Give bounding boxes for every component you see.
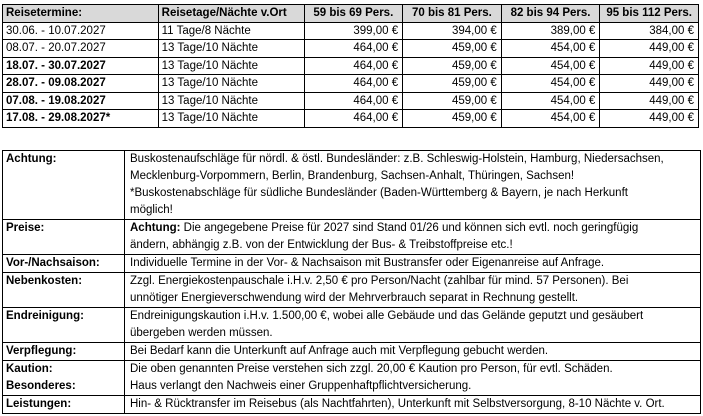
row-price-95-112: 384,00 € xyxy=(600,22,699,40)
row-days: 13 Tage/10 Nächte xyxy=(158,92,304,110)
table-row xyxy=(3,57,699,75)
header-group-70-81: 70 bis 81 Pers. xyxy=(403,5,502,23)
header-group-82-94: 82 bis 94 Pers. xyxy=(501,5,600,23)
row-dates: 18.07. - 30.07.2027 xyxy=(3,57,159,75)
info-value: Hin- & Rücktransfer im Reisebus (als Nachtfahrten), Unterkunft mit Selbstversorgung, 8-10 Nächte v. Ort. xyxy=(125,396,701,414)
row-dates: 17.08. - 29.08.2027* xyxy=(3,110,159,128)
info-value: Individuelle Termine in der Vor- & Nachsaison mit Bustransfer oder Eigenanreise auf Anfrage. xyxy=(125,255,701,273)
info-row-preise xyxy=(3,220,701,255)
info-text-line: möglich! xyxy=(130,204,173,216)
price-table-header xyxy=(3,5,699,23)
info-text-line: Endreinigungskaution i.H.v. 1.500,00 €, wobei alle Gebäude und das Gelände geputzt und gesäubert xyxy=(130,310,644,322)
row-price-82-94: 389,00 € xyxy=(501,22,600,40)
info-value: Die oben genannten Preise verstehen sich zzgl. 20,00 € Kaution pro Person, für evtl. Schäden. xyxy=(125,361,701,379)
info-value xyxy=(125,151,701,220)
info-text-line xyxy=(130,220,697,237)
table-row xyxy=(3,40,699,58)
row-price-59-69: 464,00 € xyxy=(304,40,403,58)
info-label: Besonderes: xyxy=(3,378,125,396)
info-label: Preise: xyxy=(3,220,125,255)
row-price-70-81: 459,00 € xyxy=(403,40,502,58)
info-row-endreinigung xyxy=(3,308,701,343)
info-text: Die angegebene Preise für 2027 sind Stand 01/26 und können sich evtl. noch geringfügig xyxy=(180,222,639,234)
table-row xyxy=(3,75,699,93)
info-row-nebenkosten xyxy=(3,273,701,308)
row-dates: 08.07. - 20.07.2027 xyxy=(3,40,159,58)
row-price-70-81: 459,00 € xyxy=(403,92,502,110)
row-days: 13 Tage/10 Nächte xyxy=(158,57,304,75)
info-row-leistungen xyxy=(3,396,701,414)
header-days: Reisetage/Nächte v.Ort xyxy=(158,5,304,23)
info-text-line: unnötiger Energieverschwendung wird der Mehrverbrauch separat in Rechnung gestellt. xyxy=(130,292,579,304)
info-row-verpflegung xyxy=(3,343,701,361)
info-label: Verpflegung: xyxy=(3,343,125,361)
row-price-95-112: 449,00 € xyxy=(600,110,699,128)
row-price-82-94: 454,00 € xyxy=(501,75,600,93)
header-group-95-112: 95 bis 112 Pers. xyxy=(600,5,699,23)
table-row xyxy=(3,92,699,110)
info-value xyxy=(125,273,701,308)
row-price-95-112: 449,00 € xyxy=(600,57,699,75)
info-table xyxy=(2,150,701,414)
row-price-95-112: 449,00 € xyxy=(600,92,699,110)
info-text-line: Buskostenaufschläge für nördl. & östl. Bundesländer: z.B. Schleswig-Holstein, Hamburg, Niedersachsen, xyxy=(130,153,664,165)
info-label: Achtung: xyxy=(3,151,125,220)
row-price-95-112: 449,00 € xyxy=(600,75,699,93)
row-price-82-94: 454,00 € xyxy=(501,57,600,75)
row-price-59-69: 399,00 € xyxy=(304,22,403,40)
price-table xyxy=(2,4,699,128)
info-row-achtung xyxy=(3,151,701,220)
info-label: Endreinigung: xyxy=(3,308,125,343)
row-price-59-69: 464,00 € xyxy=(304,110,403,128)
info-row-kaution xyxy=(3,361,701,379)
row-price-95-112: 449,00 € xyxy=(600,40,699,58)
info-label: Leistungen: xyxy=(3,396,125,414)
row-dates: 30.06. - 10.07.2027 xyxy=(3,22,159,40)
row-price-82-94: 454,00 € xyxy=(501,110,600,128)
info-emphasis: Achtung: xyxy=(130,222,181,234)
row-price-59-69: 464,00 € xyxy=(304,57,403,75)
row-price-70-81: 459,00 € xyxy=(403,75,502,93)
row-price-59-69: 464,00 € xyxy=(304,75,403,93)
row-dates: 28.07. - 09.08.2027 xyxy=(3,75,159,93)
info-text-line: übergeben werden müssen. xyxy=(130,327,273,339)
info-text-line: Zzgl. Energiekostenpauschale i.H.v. 2,50 € pro Person/Nacht (zahlbar für mind. 57 Personen). Bei xyxy=(130,275,629,287)
info-label: Nebenkosten: xyxy=(3,273,125,308)
row-days: 13 Tage/10 Nächte xyxy=(158,110,304,128)
header-group-59-69: 59 bis 69 Pers. xyxy=(304,5,403,23)
row-price-70-81: 459,00 € xyxy=(403,110,502,128)
info-row-vor-nachsaison xyxy=(3,255,701,273)
info-text-line: Mecklenburg-Vorpommern, Berlin, Brandenburg, Sachsen-Anhalt, Thüringen, Sachsen! xyxy=(130,170,575,182)
info-value: Haus verlangt den Nachweis einer Gruppenhaftpflichtversicherung. xyxy=(125,378,701,396)
info-value: Bei Bedarf kann die Unterkunft auf Anfrage auch mit Verpflegung gebucht werden. xyxy=(125,343,701,361)
row-dates: 07.08. - 19.08.2027 xyxy=(3,92,159,110)
row-days: 13 Tage/10 Nächte xyxy=(158,40,304,58)
info-label: Kaution: xyxy=(3,361,125,379)
row-price-82-94: 454,00 € xyxy=(501,92,600,110)
info-row-besonderes xyxy=(3,378,701,396)
row-price-82-94: 454,00 € xyxy=(501,40,600,58)
row-price-59-69: 464,00 € xyxy=(304,92,403,110)
row-days: 13 Tage/10 Nächte xyxy=(158,75,304,93)
row-price-70-81: 459,00 € xyxy=(403,57,502,75)
info-text-line: *Buskostenabschläge für südliche Bundesländer (Baden-Württemberg & Bayern, je nach Herkunft xyxy=(130,187,628,199)
header-dates: Reisetermine: xyxy=(3,5,159,23)
info-text-line: ändern, abhängig z.B. von der Entwicklung der Bus- & Treibstoffpreise etc.! xyxy=(130,239,513,251)
table-row xyxy=(3,110,699,128)
info-label: Vor-/Nachsaison: xyxy=(3,255,125,273)
info-value xyxy=(125,220,701,255)
row-days: 11 Tage/8 Nächte xyxy=(158,22,304,40)
info-value xyxy=(125,308,701,343)
table-row xyxy=(3,22,699,40)
row-price-70-81: 394,00 € xyxy=(403,22,502,40)
